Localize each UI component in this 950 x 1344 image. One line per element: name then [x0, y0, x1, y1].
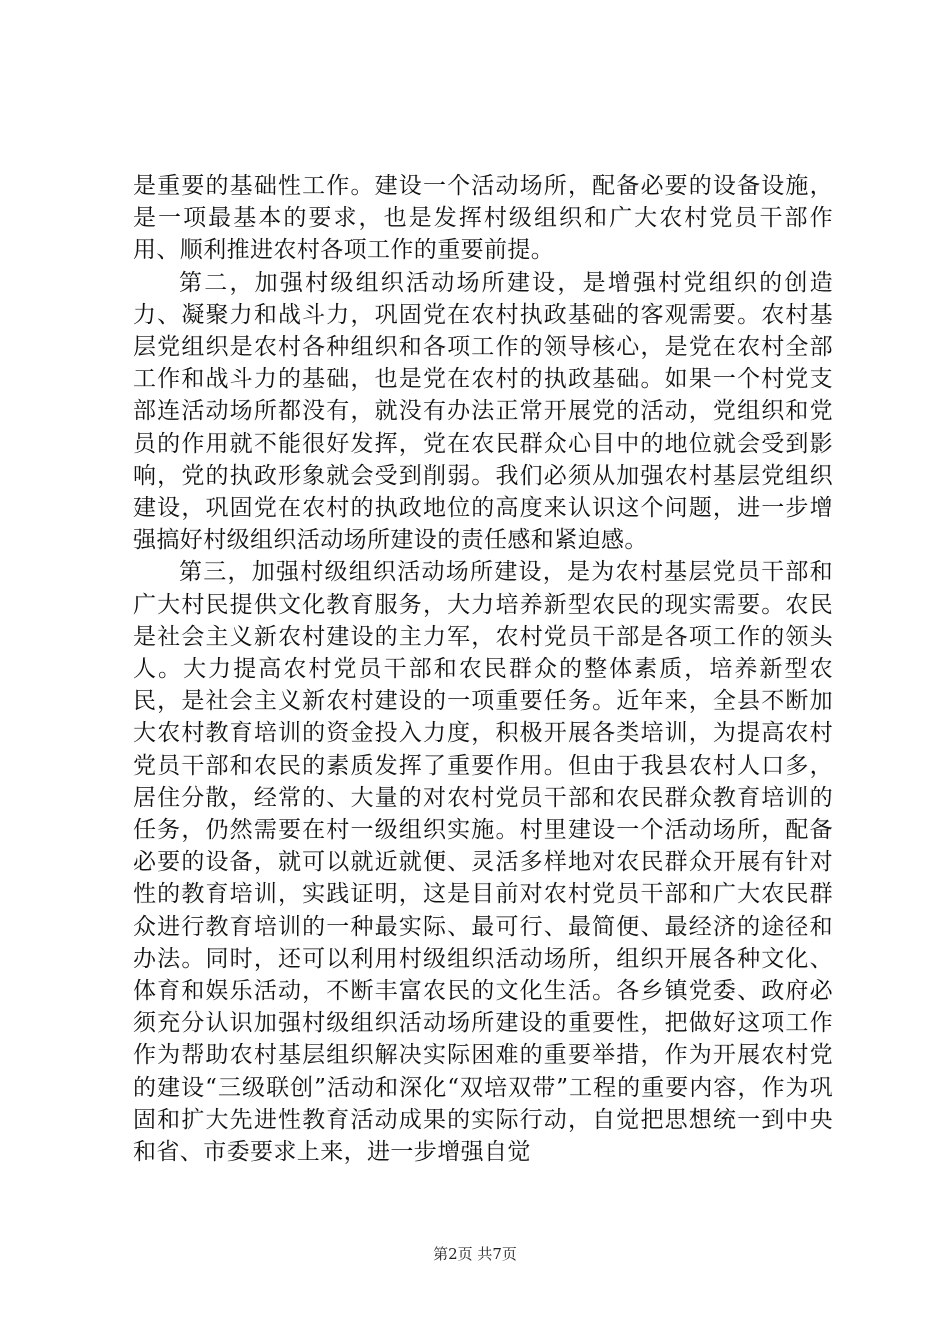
paragraph-second-point: 第二，加强村级组织活动场所建设，是增强村党组织的创造力、凝聚力和战斗力，巩固党在农村执政基础的客观需要。农村基层党组织是农村各种组织和各项工作的领导核心，是党在农村全部工作和战斗力的基础，也是党在农村的执政基础。如果一个村党支部连活动场所都没有，就没有办法正常开展党的活动，党组织和党员的作用就不能很好发挥，党在农民群众心目中的地位就会受到影响，党的执政形象就会受到削弱。我们必须从加强农村基层党组织建设，巩固党在农村的执政地位的高度来认识这个问题，进一步增强搞好村级组织活动场所建设的责任感和紧迫感。	[133, 269, 833, 554]
paragraph-continuation: 是重要的基础性工作。建设一个活动场所，配备必要的设备设施，是一项最基本的要求，也是发挥村级组织和广大农村党员干部作用、顺利推进农村各项工作的重要前提。	[133, 173, 833, 264]
document-body	[133, 170, 833, 1168]
page-footer: 第2页 共7页	[433, 1245, 517, 1263]
paragraph-third-point: 第三，加强村级组织活动场所建设，是为农村基层党员干部和广大村民提供文化教育服务，大力培养新型农民的现实需要。农民是社会主义新农村建设的主力军，农村党员干部是各项工作的领头人。大力提高农村党员干部和农民群众的整体素质，培养新型农民，是社会主义新农村建设的一项重要任务。近年来，全县不断加大农村教育培训的资金投入力度，积极开展各类培训，为提高农村党员干部和农民的素质发挥了重要作用。但由于我县农村人口多，居住分散，经常的、大量的对农村党员干部和农民群众教育培训的任务，仍然需要在村一级组织实施。村里建设一个活动场所，配备必要的设备，就可以就近就便、灵活多样地对农民群众开展有针对性的教育培训，实践证明，这是目前对农村党员干部和广大农民群众进行教育培训的一种最实际、最可行、最简便、最经济的途径和办法。同时，还可以利用村级组织活动场所，组织开展各种文化、体育和娱乐活动，不断丰富农民的文化生活。各乡镇党委、政府必须充分认识加强村级组织活动场所建设的重要性，把做好这项工作作为帮助农村基层组织解决实际困难的重要举措，作为开展农村党的建设“三级联创”活动和深化“双培双带”工程的重要内容，作为巩固和扩大先进性教育活动成果的实际行动，自觉把思想统一到中央和省、市委要求上来，进一步增强自觉	[133, 559, 833, 1166]
